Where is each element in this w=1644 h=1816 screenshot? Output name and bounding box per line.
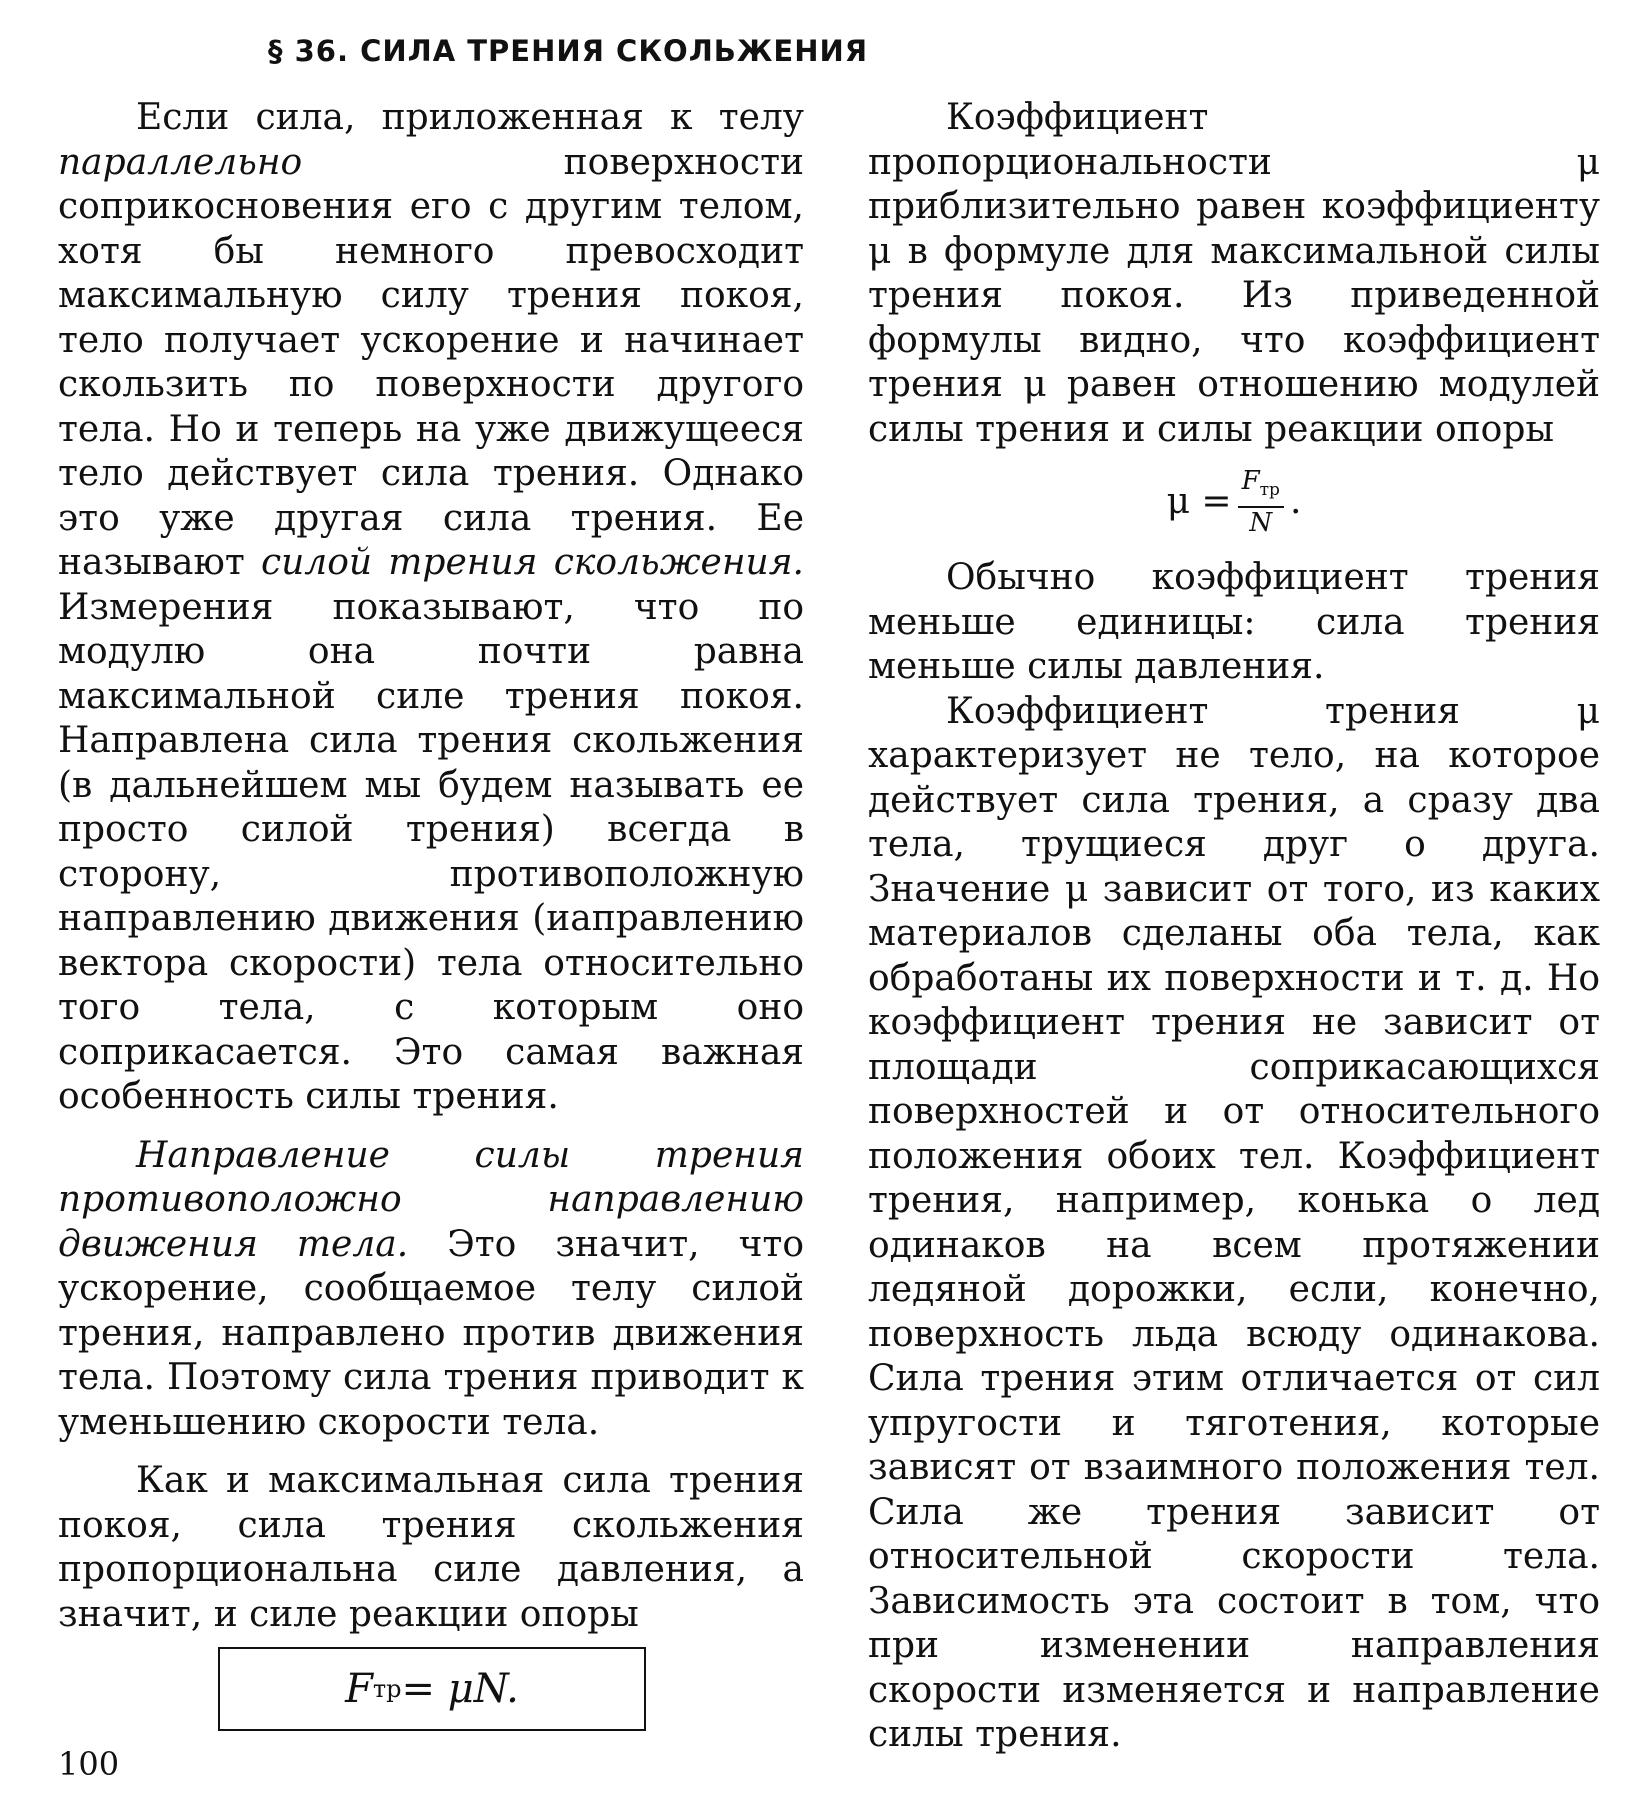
page-number: 100 xyxy=(58,1745,120,1783)
fraction-numerator xyxy=(1238,466,1284,507)
friction-force-formula xyxy=(218,1647,646,1731)
paragraph xyxy=(58,96,804,1120)
left-column xyxy=(58,96,804,1637)
section-heading: § 36. СИЛА ТРЕНИЯ СКОЛЬЖЕНИЯ xyxy=(268,34,869,68)
paragraph xyxy=(58,1134,804,1446)
text-run: Это значит, что ускорение, сообщаемое телу силой трения, направлено против движения тела. Поэтому сила трения приводит к уменьшению скорости тела. xyxy=(58,1223,804,1443)
numerator-subscript: тр xyxy=(1259,480,1280,501)
paragraph: Коэффициент пропорциональности μ приблизительно равен коэффициенту μ в формуле для максимальной силы трения покоя. Из приведенной формулы видно, что коэффициент трения μ равен отношению модулей силы трения и силы реакции опоры xyxy=(868,97,1600,450)
text-run: поверхности соприкосновения его с другим телом, хотя бы немного превосходит максимальную силу трения покоя, тело получает ускорение и начинает скользить по поверхности другого тела. Но и теперь на уже движущееся тело действует сила трения. Однако это уже другая сила трения. Ее называют xyxy=(58,141,804,583)
text-run: Если сила, приложенная к телу xyxy=(136,97,804,138)
fraction-denominator: N xyxy=(1249,507,1273,538)
paragraph: Обычно коэффициент трения меньше единицы: сила трения меньше силы давления. xyxy=(868,557,1600,687)
formula-tail: . xyxy=(1289,480,1302,522)
paragraph: Коэффициент трения μ характеризует не тело, на которое действует сила трения, а сразу два тела, трущиеся друг о друга. Значение μ зависит от того, из каких материалов сделаны оба тела, как обработаны их поверхности и т. д. Но коэффициент трения не зависит от площади соприкасающихся поверхностей и от относительного положения обоих тел. Коэффициент трения, например, конька о лед одинаков на всем протяжении ледяной дорожки, если, конечно, поверхность льда всюду одинакова. Сила трения этим отличается от сил упругости и тяготения, которые зависят от взаимного положения тел. Сила же трения зависит от относительной скорости тела. Зависимость эта состоит в том, что при изменении направления скорости изменяется и направление силы трения. xyxy=(868,690,1600,1755)
formula-lhs: F xyxy=(345,1666,373,1712)
fraction xyxy=(1238,466,1284,537)
paragraph: Как и максимальная сила трения покоя, сила трения скольжения пропорциональна силе давления, а значит, и силе реакции опоры xyxy=(58,1460,804,1635)
formula-lhs: μ = xyxy=(1166,480,1232,522)
emphasis: Направление силы трения противоположно направлению движения тела. xyxy=(58,1134,804,1265)
formula-rhs: = μN. xyxy=(401,1666,519,1712)
numerator-symbol: F xyxy=(1241,466,1260,497)
right-column xyxy=(868,96,1600,1758)
emphasis: параллельно xyxy=(58,141,303,183)
text-run: Измерения показывают, что по модулю она почти равна максимальной силе трения покоя. Направлена сила трения скольжения (в дальнейшем мы будем называть ее просто силой трения) всегда в сторону, противоположную направлению движения (иаправлению вектора скорости) тела относительно того тела, с которым оно соприкасается. Это самая важная особенность силы трения. xyxy=(58,586,804,1117)
coefficient-formula xyxy=(868,456,1600,548)
formula-lhs-subscript: тр xyxy=(372,1675,402,1703)
emphasis: силой трения скольжения. xyxy=(260,542,804,583)
